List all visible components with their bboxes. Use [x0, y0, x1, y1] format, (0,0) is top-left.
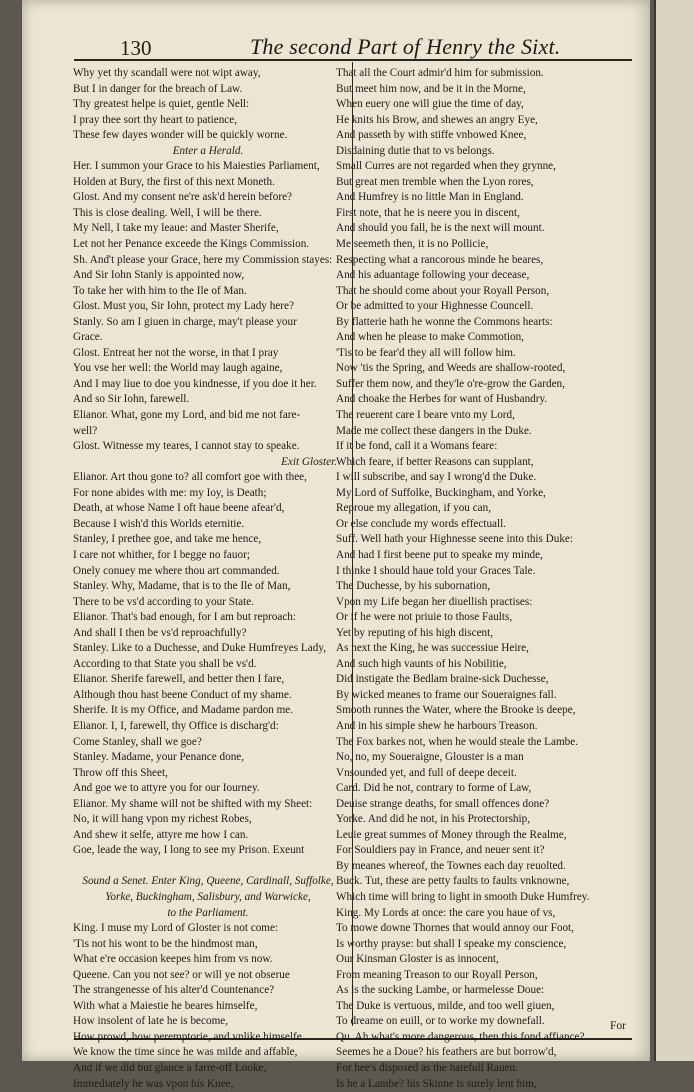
text-line: We know the time since he was milde and affable, [73, 1046, 298, 1059]
text-line: And so Sir Iohn, farewell. [73, 393, 190, 406]
text-line: No, no, my Soueraigne, Glouster is a man [336, 751, 524, 764]
text-line: Small Curres are not regarded when they grynne, [336, 160, 556, 173]
text-line: Death, at whose Name I oft haue beene afear'd, [73, 502, 285, 515]
text-line: My Nell, I take my leaue: and Master Sherife, [73, 222, 279, 235]
text-line: But I in danger for the breach of Law. [73, 82, 243, 95]
text-line: Stanly. So am I giuen in charge, may't please your [73, 315, 297, 328]
text-line: Stanley. Like to a Duchesse, and Duke Humfreyes Lady, [73, 642, 326, 655]
text-line: Is worthy prayse: but shall I speake my conscience, [336, 937, 567, 950]
text-line: Card. Did he not, contrary to forme of Law, [336, 782, 532, 795]
text-line: That he should come about your Royall Person, [336, 284, 550, 297]
text-line: Immediately he was vpon his Knee, [73, 1077, 234, 1090]
text-line: Sherife. It is my Office, and Madame pardon me. [73, 704, 294, 717]
text-line: King. I muse my Lord of Gloster is not come: [73, 922, 279, 935]
text-line: The Duchesse, by his subornation, [336, 580, 491, 593]
text-line: Did instigate the Bedlam braine-sick Duchesse, [336, 673, 549, 686]
text-line: 'Tis not his wont to be the hindmost man, [73, 937, 258, 950]
text-line: Sh. And't please your Grace, here my Commission stayes: [73, 253, 333, 266]
text-line [73, 859, 343, 875]
text-line: My Lord of Suffolke, Buckingham, and Yorke, [336, 486, 546, 499]
text-line: According to that State you shall be vs'd. [73, 657, 257, 670]
text-line: Let not her Penance exceede the Kings Commission. [73, 238, 310, 251]
text-line: Holden at Bury, the first of this next Moneth. [73, 175, 275, 188]
text-line: Her. I summon your Grace to his Maiesties Parliament, [73, 160, 320, 173]
text-line: Elianor. Art thou gone to? all comfort goe with thee, [73, 471, 307, 484]
text-line: to the Parliament. [167, 906, 249, 919]
text-line: For hee's disposed as the hatefull Rauen. [336, 1062, 518, 1074]
text-line: How prowd, how peremptorie, and vnlike himselfe. [73, 1030, 305, 1043]
text-line: First note, that he is neere you in discent, [336, 206, 520, 219]
text-line: Stanley, I prethee goe, and take me hence, [73, 533, 262, 546]
text-line: And had I first beene put to speake my minde, [336, 548, 543, 561]
text-line: These few dayes wonder will be quickly worne. [73, 129, 288, 142]
text-line: When euery one will giue the time of day, [336, 98, 524, 111]
text-line: 'Tis to be fear'd they all will follow him. [336, 346, 516, 359]
text-line: Or else conclude my words effectuall. [336, 517, 507, 530]
text-line: Vnsounded yet, and full of deepe deceit. [336, 766, 517, 779]
text-line: Leuie great summes of Money through the Realme, [336, 828, 567, 841]
text-line: Which feare, if better Reasons can supplant, [336, 455, 534, 468]
text-line: The Fox barkes not, when he would steale the Lambe. [336, 735, 579, 748]
text-line: Suffer them now, and they'le o're-grow the Garden, [336, 377, 565, 390]
text-line: From meaning Treason to our Royall Person, [336, 968, 538, 981]
text-line: The reuerent care I beare vnto my Lord, [336, 409, 515, 422]
text-line: Reproue my allegation, if you can, [336, 502, 492, 515]
text-line: Yorke, Buckingham, Salisbury, and Warwicke, [105, 890, 311, 903]
text-line: And Sir Iohn Stanly is appointed now, [73, 269, 245, 282]
text-line: Why yet thy scandall were not wipt away, [73, 67, 261, 79]
text-line: And I may liue to doe you kindnesse, if you doe it her. [73, 377, 317, 390]
text-line: No, it will hang vpon my richest Robes, [73, 813, 252, 826]
text-line: Grace. [73, 331, 103, 344]
text-line: For Souldiers pay in France, and neuer sent it? [336, 844, 545, 857]
text-line: Throw off this Sheet, [73, 766, 168, 779]
page-number: 130 [120, 36, 152, 60]
running-title: The second Part of Henry the Sixt. [250, 34, 561, 59]
text-line: Qu. Ah what's more dangerous, then this fond affiance? [336, 1030, 585, 1043]
text-line: And shew it selfe, attyre me how I can. [73, 828, 249, 841]
text-line: By wicked meanes to frame our Soueraignes fall. [336, 688, 557, 701]
text-line: I pray thee sort thy heart to patience, [73, 113, 238, 126]
text-line: The Duke is vertuous, milde, and too well giuen, [336, 999, 555, 1012]
text-line: Suff. Well hath your Highnesse seene into this Duke: [336, 533, 574, 546]
text-line: Onely conuey me where thou art commanded. [73, 564, 280, 577]
text-line: And should you fall, he is the next will mount. [336, 222, 545, 235]
text-line: Elianor. That's bad enough, for I am but reproach: [73, 611, 297, 624]
text-line: And if we did but glance a farre-off Looke, [73, 1062, 267, 1074]
text-line: To mowe downe Thornes that would annoy our Foot, [336, 922, 574, 935]
text-line: If it be fond, call it a Womans feare: [336, 440, 498, 453]
text-line: Come Stanley, shall we goe? [73, 735, 202, 748]
text-line: And such high vaunts of his Nobilitie, [336, 657, 507, 670]
text-line: To dreame on euill, or to worke my downefall. [336, 1015, 545, 1028]
right-column [336, 66, 632, 1092]
text-line: Buck. Tut, these are petty faults to faults vnknowne, [336, 875, 570, 888]
text-line: Our Kinsman Gloster is as innocent, [336, 953, 499, 966]
text-line: Glost. Entreat her not the worse, in that I pray [73, 346, 279, 359]
text-line: Elianor. What, gone my Lord, and bid me not fare- [73, 409, 301, 422]
text-line: And when he please to make Commotion, [336, 331, 524, 344]
adjacent-page-edge [654, 0, 694, 1061]
text-line: Because I wish'd this Worlds eternitie. [73, 517, 245, 530]
text-line: This is close dealing. Well, I will be there. [73, 206, 262, 219]
text-line: And goe we to attyre you for our Iourney. [73, 782, 260, 795]
left-column [73, 66, 343, 1092]
text-line: Or if he were not priuie to those Faults, [336, 611, 513, 624]
text-line: Enter a Herald. [172, 144, 244, 157]
text-line: Which time will bring to light in smooth Duke Humfrey. [336, 890, 590, 903]
text-line: As next the King, he was successiue Heire, [336, 642, 529, 655]
text-line: To take her with him to the Ile of Man. [73, 284, 247, 297]
text-line: King. My Lords at once: the care you haue of vs, [336, 906, 556, 919]
text-line: I care not whither, for I begge no fauor; [73, 548, 250, 561]
text-line: Exit Gloster. [281, 455, 337, 468]
text-line: Elianor. I, I, farewell, thy Office is discharg'd: [73, 719, 279, 732]
text-line: And Humfrey is no little Man in England. [336, 191, 524, 204]
text-line: There to be vs'd according to your State. [73, 595, 254, 608]
text-line: Is he a Lambe? his Skinne is surely lent him, [336, 1077, 537, 1090]
text-line: Vpon my Life began her diuellish practises: [336, 595, 533, 608]
text-line: Glost. Witnesse my teares, I cannot stay to speake. [73, 440, 300, 453]
text-line: For none abides with me: my Ioy, is Death; [73, 486, 267, 499]
text-line: Stanley. Madame, your Penance done, [73, 751, 245, 764]
text-line: Glost. And my consent ne're ask'd herein before? [73, 191, 293, 204]
text-line: And his aduantage following your decease, [336, 269, 530, 282]
text-line: By meanes whereof, the Townes each day reuolted. [336, 859, 566, 872]
text-line: But great men tremble when the Lyon rores, [336, 175, 534, 188]
text-line: Made me collect these dangers in the Duke. [336, 424, 532, 437]
text-line: And in his simple shew he harbours Treason. [336, 719, 538, 732]
text-line: Seemes he a Doue? his feathers are but borrow'd, [336, 1046, 557, 1059]
text-line: Although thou hast beene Conduct of my shame. [73, 688, 292, 701]
text-line: Me seemeth then, it is no Pollicie, [336, 238, 489, 251]
text-line: The strangenesse of his alter'd Countenance? [73, 984, 275, 997]
text-line: What e're occasion keepes him from vs now. [73, 953, 273, 966]
text-line: Stanley. Why, Madame, that is to the Ile of Man, [73, 580, 291, 593]
text-line: And choake the Herbes for want of Husbandry. [336, 393, 548, 406]
text-line: With what a Maiestie he beares himselfe, [73, 999, 258, 1012]
text-line: But meet him now, and be it in the Morne, [336, 82, 526, 95]
text-line: That all the Court admir'd him for submission. [336, 67, 544, 79]
text-line: By flatterie hath he wonne the Commons hearts: [336, 315, 553, 328]
text-line: You vse her well: the World may laugh againe, [73, 362, 283, 375]
text-line: well? [73, 424, 98, 437]
catchword: For [610, 1020, 626, 1032]
text-line: And shall I then be vs'd reproachfully? [73, 626, 247, 639]
text-line: Deuise strange deaths, for small offences done? [336, 797, 550, 810]
text-line: Yet by reputing of his high discent, [336, 626, 494, 639]
text-line: Respecting what a rancorous minde he beares, [336, 253, 544, 266]
text-line: How insolent of late he is become, [73, 1015, 229, 1028]
text-line: I thinke I should haue told your Graces Tale. [336, 564, 536, 577]
text-line: Now 'tis the Spring, and Weeds are shallow-rooted, [336, 362, 566, 375]
text-line: Elianor. Sherife farewell, and better then I fare, [73, 673, 285, 686]
text-line: I will subscribe, and say I wrong'd the Duke. [336, 471, 537, 484]
text-line: Sound a Senet. Enter King, Queene, Cardinall, Suffolke, [82, 875, 334, 888]
text-line: Goe, leade the way, I long to see my Prison. Exeunt [73, 844, 305, 857]
text-line: Elianor. My shame will not be shifted with my Sheet: [73, 797, 313, 810]
text-line: Smooth runnes the Water, where the Brooke is deepe, [336, 704, 576, 717]
text-line: Disdaining dutie that to vs belongs. [336, 144, 495, 157]
text-line: Queene. Can you not see? or will ye not obserue [73, 968, 290, 981]
text-line: He knits his Brow, and shewes an angry Eye, [336, 113, 538, 126]
text-line: Glost. Must you, Sir Iohn, protect my Lady here? [73, 300, 294, 313]
text-line: And passeth by with stiffe vnbowed Knee, [336, 129, 527, 142]
text-line: Thy greatest helpe is quiet, gentle Nell: [73, 98, 250, 111]
text-line: Or be admitted to your Highnesse Councell. [336, 300, 534, 313]
text-line: Yorke. And did he not, in his Protectorship, [336, 813, 531, 826]
text-line: As is the sucking Lambe, or harmelesse Doue: [336, 984, 545, 997]
